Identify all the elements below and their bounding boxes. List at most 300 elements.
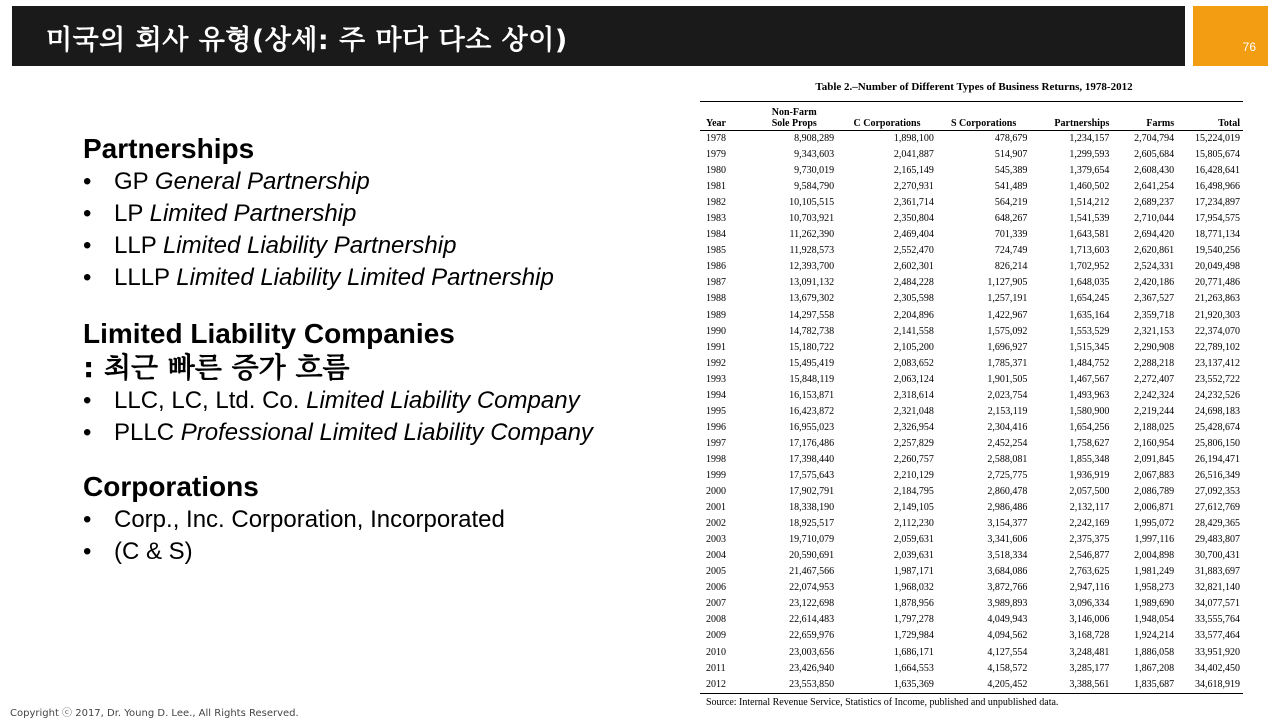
table-cell: 19,710,079 <box>789 534 835 546</box>
table-cell: 2,860,478 <box>987 486 1028 498</box>
table-cell: 3,989,893 <box>987 598 1028 610</box>
table-cell: 2,605,684 <box>1134 149 1175 161</box>
table-cell: 2000 <box>706 486 726 498</box>
table-cell: 2012 <box>706 678 726 690</box>
table-cell: 2,004,898 <box>1134 550 1175 562</box>
table-cell: 1,729,984 <box>893 630 934 642</box>
table-cell: 16,955,023 <box>789 421 835 433</box>
table-row <box>700 356 1243 372</box>
table-cell: 1,648,035 <box>1069 277 1110 289</box>
table-row <box>700 147 1243 163</box>
table-cell: 22,374,070 <box>1195 325 1240 337</box>
table-cell: 1,758,627 <box>1069 437 1110 449</box>
table-row <box>700 436 1243 452</box>
table-row <box>700 179 1243 195</box>
table-cell: 22,789,102 <box>1195 341 1240 353</box>
table-cell: 2,305,598 <box>893 293 934 305</box>
table-cell: 2004 <box>706 550 726 562</box>
table-cell: 2,141,558 <box>893 325 934 337</box>
table-cell: 2,694,420 <box>1134 229 1175 241</box>
table-cell: 1,575,092 <box>987 325 1028 337</box>
table-cell: 2,219,244 <box>1134 405 1175 417</box>
table-cell: 2001 <box>706 502 726 514</box>
table-cell: 16,498,966 <box>1195 181 1240 193</box>
table-cell: 1996 <box>706 421 726 433</box>
table-row <box>700 308 1243 324</box>
table-cell: 1980 <box>706 165 726 177</box>
table-cell: 541,489 <box>994 181 1028 193</box>
table-cell: 2,242,169 <box>1069 518 1110 530</box>
table-cell: 1985 <box>706 245 726 257</box>
table-cell: 17,176,486 <box>789 437 835 449</box>
table-cell: 34,618,919 <box>1195 678 1240 690</box>
table-cell: 27,612,769 <box>1195 502 1240 514</box>
table-cell: 23,122,698 <box>789 598 835 610</box>
data-table <box>700 101 1243 694</box>
column-header-total: Total <box>1218 118 1240 129</box>
table-cell: 2008 <box>706 614 726 626</box>
table-cell: 1987 <box>706 277 726 289</box>
table-cell: 1982 <box>706 197 726 209</box>
table-cell: 3,154,377 <box>987 518 1028 530</box>
table-cell: 2,602,301 <box>893 261 934 273</box>
table-cell: 2,469,404 <box>893 229 934 241</box>
table-cell: 2,270,931 <box>893 181 934 193</box>
table-cell: 34,077,571 <box>1195 598 1240 610</box>
table-cell: 23,003,656 <box>789 646 835 658</box>
table-cell: 21,920,303 <box>1195 309 1240 321</box>
table-cell: 2,132,117 <box>1069 502 1110 514</box>
table-cell: 2,546,877 <box>1069 550 1110 562</box>
table-cell: 2,039,631 <box>893 550 934 562</box>
table-cell: 1,878,956 <box>893 598 934 610</box>
table-cell: 1981 <box>706 181 726 193</box>
table-row <box>700 131 1243 148</box>
table-cell: 13,091,132 <box>789 277 835 289</box>
table-cell: 1,654,256 <box>1069 421 1110 433</box>
table-cell: 1,257,191 <box>987 293 1028 305</box>
table-cell: 2,704,794 <box>1134 133 1175 145</box>
column-header-sole-props: Non-Farm Sole Props <box>771 107 817 129</box>
table-cell: 648,267 <box>994 213 1028 225</box>
table-cell: 14,782,738 <box>789 325 835 337</box>
table-cell: 2,272,407 <box>1134 373 1175 385</box>
table-row <box>700 163 1243 179</box>
table-cell: 1,643,581 <box>1069 229 1110 241</box>
table-cell: 2,375,375 <box>1069 534 1110 546</box>
table-body <box>700 131 1243 694</box>
table-cell: 2,552,470 <box>893 245 934 257</box>
table-cell: 2,641,254 <box>1134 181 1175 193</box>
table-cell: 18,338,190 <box>789 502 835 514</box>
table-cell: 23,426,940 <box>789 662 835 674</box>
table-row <box>700 516 1243 532</box>
table-cell: 3,518,334 <box>987 550 1028 562</box>
table-cell: 1,797,278 <box>893 614 934 626</box>
table-cell: 2,359,718 <box>1134 309 1175 321</box>
table-cell: 1,924,214 <box>1134 630 1175 642</box>
table-row <box>700 548 1243 564</box>
table-row <box>700 500 1243 516</box>
table-cell: 4,094,562 <box>987 630 1028 642</box>
table-row <box>700 420 1243 436</box>
table-cell: 1,514,212 <box>1069 197 1110 209</box>
table-cell: 1,948,054 <box>1134 614 1175 626</box>
table-cell: 29,483,807 <box>1195 534 1240 546</box>
list-item: • Corp., Inc. Corporation, Incorporated <box>83 504 683 536</box>
table-cell: 26,194,471 <box>1195 453 1240 465</box>
table-row <box>700 532 1243 548</box>
table-cell: 2,184,795 <box>893 486 934 498</box>
table-cell: 1,484,752 <box>1069 357 1110 369</box>
list-item: • PLLC Professional Limited Liability Company <box>83 417 683 449</box>
table-cell: 1,898,100 <box>893 133 934 145</box>
page-number-box <box>1193 6 1268 66</box>
list-item: • GP General Partnership <box>83 166 683 198</box>
table-cell: 1,127,905 <box>987 277 1028 289</box>
table-row <box>700 677 1243 694</box>
table-cell: 1,460,502 <box>1069 181 1110 193</box>
table-cell: 2,288,218 <box>1134 357 1175 369</box>
table-cell: 9,584,790 <box>794 181 835 193</box>
business-types-list <box>83 132 683 568</box>
column-header-c-corporations: C Corporations <box>853 118 921 129</box>
table-cell: 17,234,897 <box>1195 197 1240 209</box>
table-cell: 1,635,369 <box>893 678 934 690</box>
table-cell: 1983 <box>706 213 726 225</box>
table-cell: 30,700,431 <box>1195 550 1240 562</box>
table-cell: 2,086,789 <box>1134 486 1175 498</box>
table-cell: 25,428,674 <box>1195 421 1240 433</box>
list-item: • LLLP Limited Liability Limited Partnership <box>83 262 683 294</box>
table-cell: 4,158,572 <box>987 662 1028 674</box>
table-cell: 2,188,025 <box>1134 421 1175 433</box>
table-cell: 3,168,728 <box>1069 630 1110 642</box>
table-cell: 1,379,654 <box>1069 165 1110 177</box>
table-cell: 2,725,775 <box>987 470 1028 481</box>
table-cell: 20,049,498 <box>1195 261 1240 273</box>
table-cell: 2,210,129 <box>893 470 934 481</box>
table-cell: 14,297,558 <box>789 309 835 321</box>
table-row <box>700 291 1243 307</box>
corporations-heading: Corporations <box>83 471 259 502</box>
table-cell: 1,785,371 <box>987 357 1028 369</box>
table-cell: 2,257,829 <box>893 437 934 449</box>
table-cell: 31,883,697 <box>1195 566 1240 578</box>
table-cell: 2,452,254 <box>987 437 1028 449</box>
table-row <box>700 645 1243 661</box>
corporations-list <box>83 504 683 568</box>
table-cell: 2,524,331 <box>1134 261 1175 273</box>
table-row <box>700 468 1243 484</box>
table-cell: 2006 <box>706 582 726 594</box>
table-cell: 3,341,606 <box>987 534 1028 546</box>
table-cell: 8,908,289 <box>794 133 835 145</box>
column-header-year: Year <box>706 118 726 129</box>
table-cell: 16,153,871 <box>789 389 835 401</box>
table-cell: 2005 <box>706 566 726 578</box>
table-cell: 4,049,943 <box>987 614 1028 626</box>
table-cell: 1,686,171 <box>893 646 934 658</box>
table-cell: 33,577,464 <box>1195 630 1240 642</box>
table-cell: 2,947,116 <box>1069 582 1110 594</box>
partnerships-heading: Partnerships <box>83 133 255 164</box>
table-cell: 17,575,643 <box>789 470 835 481</box>
table-cell: 2,420,186 <box>1134 277 1175 289</box>
table-cell: 12,393,700 <box>789 261 835 273</box>
table-row <box>700 195 1243 211</box>
table-cell: 1,635,164 <box>1069 309 1110 321</box>
table-cell: 2,986,486 <box>987 502 1028 514</box>
table-cell: 2003 <box>706 534 726 546</box>
table-cell: 2,112,230 <box>894 518 934 530</box>
table-row <box>700 227 1243 243</box>
table-row <box>700 596 1243 612</box>
table-cell: 2,006,871 <box>1134 502 1175 514</box>
table-cell: 1,989,690 <box>1134 598 1175 610</box>
table-row <box>700 580 1243 596</box>
table-cell: 1995 <box>706 405 726 417</box>
table-header-row <box>700 102 1243 131</box>
table-cell: 33,555,764 <box>1195 614 1240 626</box>
table-source: Source: Internal Revenue Service, Statistics of Income, published and unpublished data. <box>706 696 1059 708</box>
llc-subheading: : 최근 빠른 증가 흐름 <box>83 351 350 384</box>
table-cell: 23,553,850 <box>789 678 835 690</box>
table-cell: 2,326,954 <box>893 421 934 433</box>
table-cell: 1,541,539 <box>1069 213 1110 225</box>
table-cell: 2,204,896 <box>893 309 934 321</box>
table-cell: 1997 <box>706 437 726 449</box>
table-cell: 1,886,058 <box>1134 646 1175 658</box>
table-cell: 1984 <box>706 229 726 241</box>
table-cell: 2,153,119 <box>987 405 1028 417</box>
table-row <box>700 404 1243 420</box>
copyright-notice: Copyright ⓒ 2017, Dr. Young D. Lee., All Rights Reserved. <box>10 708 299 719</box>
table-row <box>700 661 1243 677</box>
table-cell: 1,422,967 <box>987 309 1028 321</box>
table-cell: 2011 <box>706 662 726 674</box>
table-cell: 1,835,687 <box>1134 678 1175 690</box>
table-cell: 15,180,722 <box>789 341 835 353</box>
table-row <box>700 372 1243 388</box>
table-cell: 10,105,515 <box>789 197 835 209</box>
table-cell: 19,540,256 <box>1195 245 1240 257</box>
table-row <box>700 259 1243 275</box>
table-cell: 20,771,486 <box>1195 277 1240 289</box>
table-cell: 1,936,919 <box>1069 470 1110 481</box>
table-cell: 2007 <box>706 598 726 610</box>
table-cell: 545,389 <box>994 165 1028 177</box>
table-cell: 34,402,450 <box>1195 662 1240 674</box>
table-cell: 18,771,134 <box>1195 229 1240 241</box>
table-cell: 3,096,334 <box>1069 598 1110 610</box>
table-cell: 2,063,124 <box>893 373 934 385</box>
table-cell: 2,620,861 <box>1134 245 1175 257</box>
table-cell: 32,821,140 <box>1195 582 1240 594</box>
table-cell: 20,590,691 <box>789 550 835 562</box>
table-cell: 2,484,228 <box>893 277 934 289</box>
table-cell: 1989 <box>706 309 726 321</box>
table-cell: 16,428,641 <box>1195 165 1240 177</box>
table-cell: 1978 <box>706 133 726 145</box>
table-cell: 2,608,430 <box>1134 165 1175 177</box>
table-cell: 18,925,517 <box>789 518 835 530</box>
table-row <box>700 484 1243 500</box>
table-cell: 15,224,019 <box>1195 133 1240 145</box>
table-cell: 1988 <box>706 293 726 305</box>
table-cell: 17,902,791 <box>789 486 835 498</box>
table-cell: 9,730,019 <box>794 165 835 177</box>
table-cell: 2,321,153 <box>1134 325 1175 337</box>
table-cell: 11,262,390 <box>789 229 835 241</box>
table-cell: 24,698,183 <box>1195 405 1240 417</box>
table-cell: 2,105,200 <box>893 341 934 353</box>
table-cell: 17,398,440 <box>789 453 835 465</box>
table-cell: 1,299,593 <box>1069 149 1110 161</box>
table-cell: 3,388,561 <box>1069 678 1110 690</box>
table-row <box>700 340 1243 356</box>
table-cell: 1999 <box>706 470 726 481</box>
table-cell: 3,684,086 <box>987 566 1028 578</box>
table-cell: 22,074,953 <box>789 582 835 594</box>
table-cell: 3,146,006 <box>1069 614 1110 626</box>
table-cell: 1,987,171 <box>893 566 934 578</box>
table-cell: 1994 <box>706 389 726 401</box>
title-bar <box>12 6 1185 66</box>
business-returns-table <box>700 77 1244 708</box>
table-cell: 21,467,566 <box>789 566 835 578</box>
table-cell: 24,232,526 <box>1195 389 1240 401</box>
table-cell: 701,339 <box>994 229 1028 241</box>
table-cell: 22,614,483 <box>789 614 835 626</box>
table-cell: 2,041,887 <box>893 149 934 161</box>
list-item: • LLP Limited Liability Partnership <box>83 230 683 262</box>
table-cell: 11,928,573 <box>789 245 835 257</box>
list-item: • (C & S) <box>83 536 683 568</box>
table-cell: 23,137,412 <box>1195 357 1240 369</box>
column-header-s-corporations: S Corporations <box>950 118 1017 129</box>
table-cell: 1986 <box>706 261 726 273</box>
table-cell: 1993 <box>706 373 726 385</box>
table-cell: 1,958,273 <box>1134 582 1175 594</box>
page-number: 76 <box>1242 40 1256 54</box>
table-cell: 23,552,722 <box>1195 373 1240 385</box>
table-cell: 2,321,048 <box>893 405 934 417</box>
table-cell: 2,290,908 <box>1134 341 1175 353</box>
table-cell: 724,749 <box>994 245 1028 257</box>
table-cell: 1,493,963 <box>1069 389 1110 401</box>
table-cell: 2,149,105 <box>893 502 934 514</box>
table-row <box>700 324 1243 340</box>
table-cell: 4,205,452 <box>987 678 1028 690</box>
list-item: • LP Limited Partnership <box>83 198 683 230</box>
table-cell: 3,248,481 <box>1069 646 1110 658</box>
column-header-farms: Farms <box>1146 118 1175 129</box>
table-cell: 2,350,804 <box>893 213 934 225</box>
list-item: • LLC, LC, Ltd. Co. Limited Liability Company <box>83 385 683 417</box>
table-cell: 2,242,324 <box>1134 389 1175 401</box>
table-cell: 2,361,714 <box>893 197 934 209</box>
table-cell: 564,219 <box>994 197 1028 209</box>
table-cell: 1,664,553 <box>893 662 934 674</box>
table-cell: 26,516,349 <box>1195 470 1240 481</box>
table-cell: 21,263,863 <box>1195 293 1240 305</box>
table-cell: 1,981,249 <box>1134 566 1175 578</box>
table-cell: 1,580,900 <box>1069 405 1110 417</box>
slide-title: 미국의 회사 유형(상세: 주 마다 다소 상이) <box>46 25 568 56</box>
table-cell: 9,343,603 <box>794 149 835 161</box>
table-cell: 1,901,505 <box>987 373 1028 385</box>
table-cell: 2,260,757 <box>893 453 934 465</box>
table-row <box>700 452 1243 468</box>
table-cell: 1,867,208 <box>1134 662 1175 674</box>
table-cell: 2,367,527 <box>1134 293 1175 305</box>
table-cell: 13,679,302 <box>789 293 835 305</box>
table-cell: 1,855,348 <box>1069 453 1110 465</box>
table-cell: 2,091,845 <box>1134 453 1175 465</box>
table-cell: 28,429,365 <box>1195 518 1240 530</box>
table-cell: 2,067,883 <box>1134 470 1175 481</box>
table-cell: 1,968,032 <box>893 582 934 594</box>
table-cell: 1,553,529 <box>1069 325 1110 337</box>
table-cell: 2,304,416 <box>987 421 1028 433</box>
table-cell: 1,234,157 <box>1069 133 1110 145</box>
table-cell: 1992 <box>706 357 726 369</box>
table-cell: 1,997,116 <box>1134 534 1175 546</box>
table-cell: 33,951,920 <box>1195 646 1240 658</box>
table-cell: 15,848,119 <box>789 373 835 385</box>
table-cell: 22,659,976 <box>789 630 835 642</box>
table-cell: 1,654,245 <box>1069 293 1110 305</box>
table-row <box>700 388 1243 404</box>
table-cell: 25,806,150 <box>1195 437 1240 449</box>
table-cell: 2,165,149 <box>893 165 934 177</box>
table-cell: 1,696,927 <box>987 341 1028 353</box>
table-cell: 1979 <box>706 149 726 161</box>
table-cell: 2,083,652 <box>893 357 934 369</box>
table-cell: 2,710,044 <box>1134 213 1175 225</box>
table-cell: 4,127,554 <box>987 646 1028 658</box>
table-cell: 826,214 <box>994 261 1028 273</box>
table-cell: 2009 <box>706 630 726 642</box>
table-cell: 2,763,625 <box>1069 566 1110 578</box>
table-cell: 2,057,500 <box>1069 486 1110 498</box>
table-cell: 3,285,177 <box>1069 662 1110 674</box>
table-cell: 1,995,072 <box>1134 518 1175 530</box>
table-cell: 15,805,674 <box>1195 149 1240 161</box>
table-row <box>700 628 1243 644</box>
table-cell: 2,318,614 <box>893 389 934 401</box>
table-row <box>700 564 1243 580</box>
table-cell: 1,713,603 <box>1069 245 1110 257</box>
llc-heading: Limited Liability Companies <box>83 318 455 349</box>
table-row <box>700 275 1243 291</box>
table-cell: 15,495,419 <box>789 357 835 369</box>
table-cell: 514,907 <box>994 149 1028 161</box>
partnerships-list <box>83 166 683 294</box>
table-cell: 2,689,237 <box>1134 197 1175 209</box>
llc-list <box>83 385 683 449</box>
table-cell: 3,872,766 <box>987 582 1028 594</box>
table-cell: 2,160,954 <box>1134 437 1175 449</box>
table-cell: 2002 <box>706 518 726 530</box>
table-cell: 17,954,575 <box>1195 213 1240 225</box>
table-cell: 10,703,921 <box>789 213 835 225</box>
table-title: Table 2.–Number of Different Types of Business Returns, 1978-2012 <box>815 81 1133 93</box>
table-cell: 16,423,872 <box>789 405 835 417</box>
table-cell: 27,092,353 <box>1195 486 1240 498</box>
table-cell: 2,023,754 <box>987 389 1028 401</box>
